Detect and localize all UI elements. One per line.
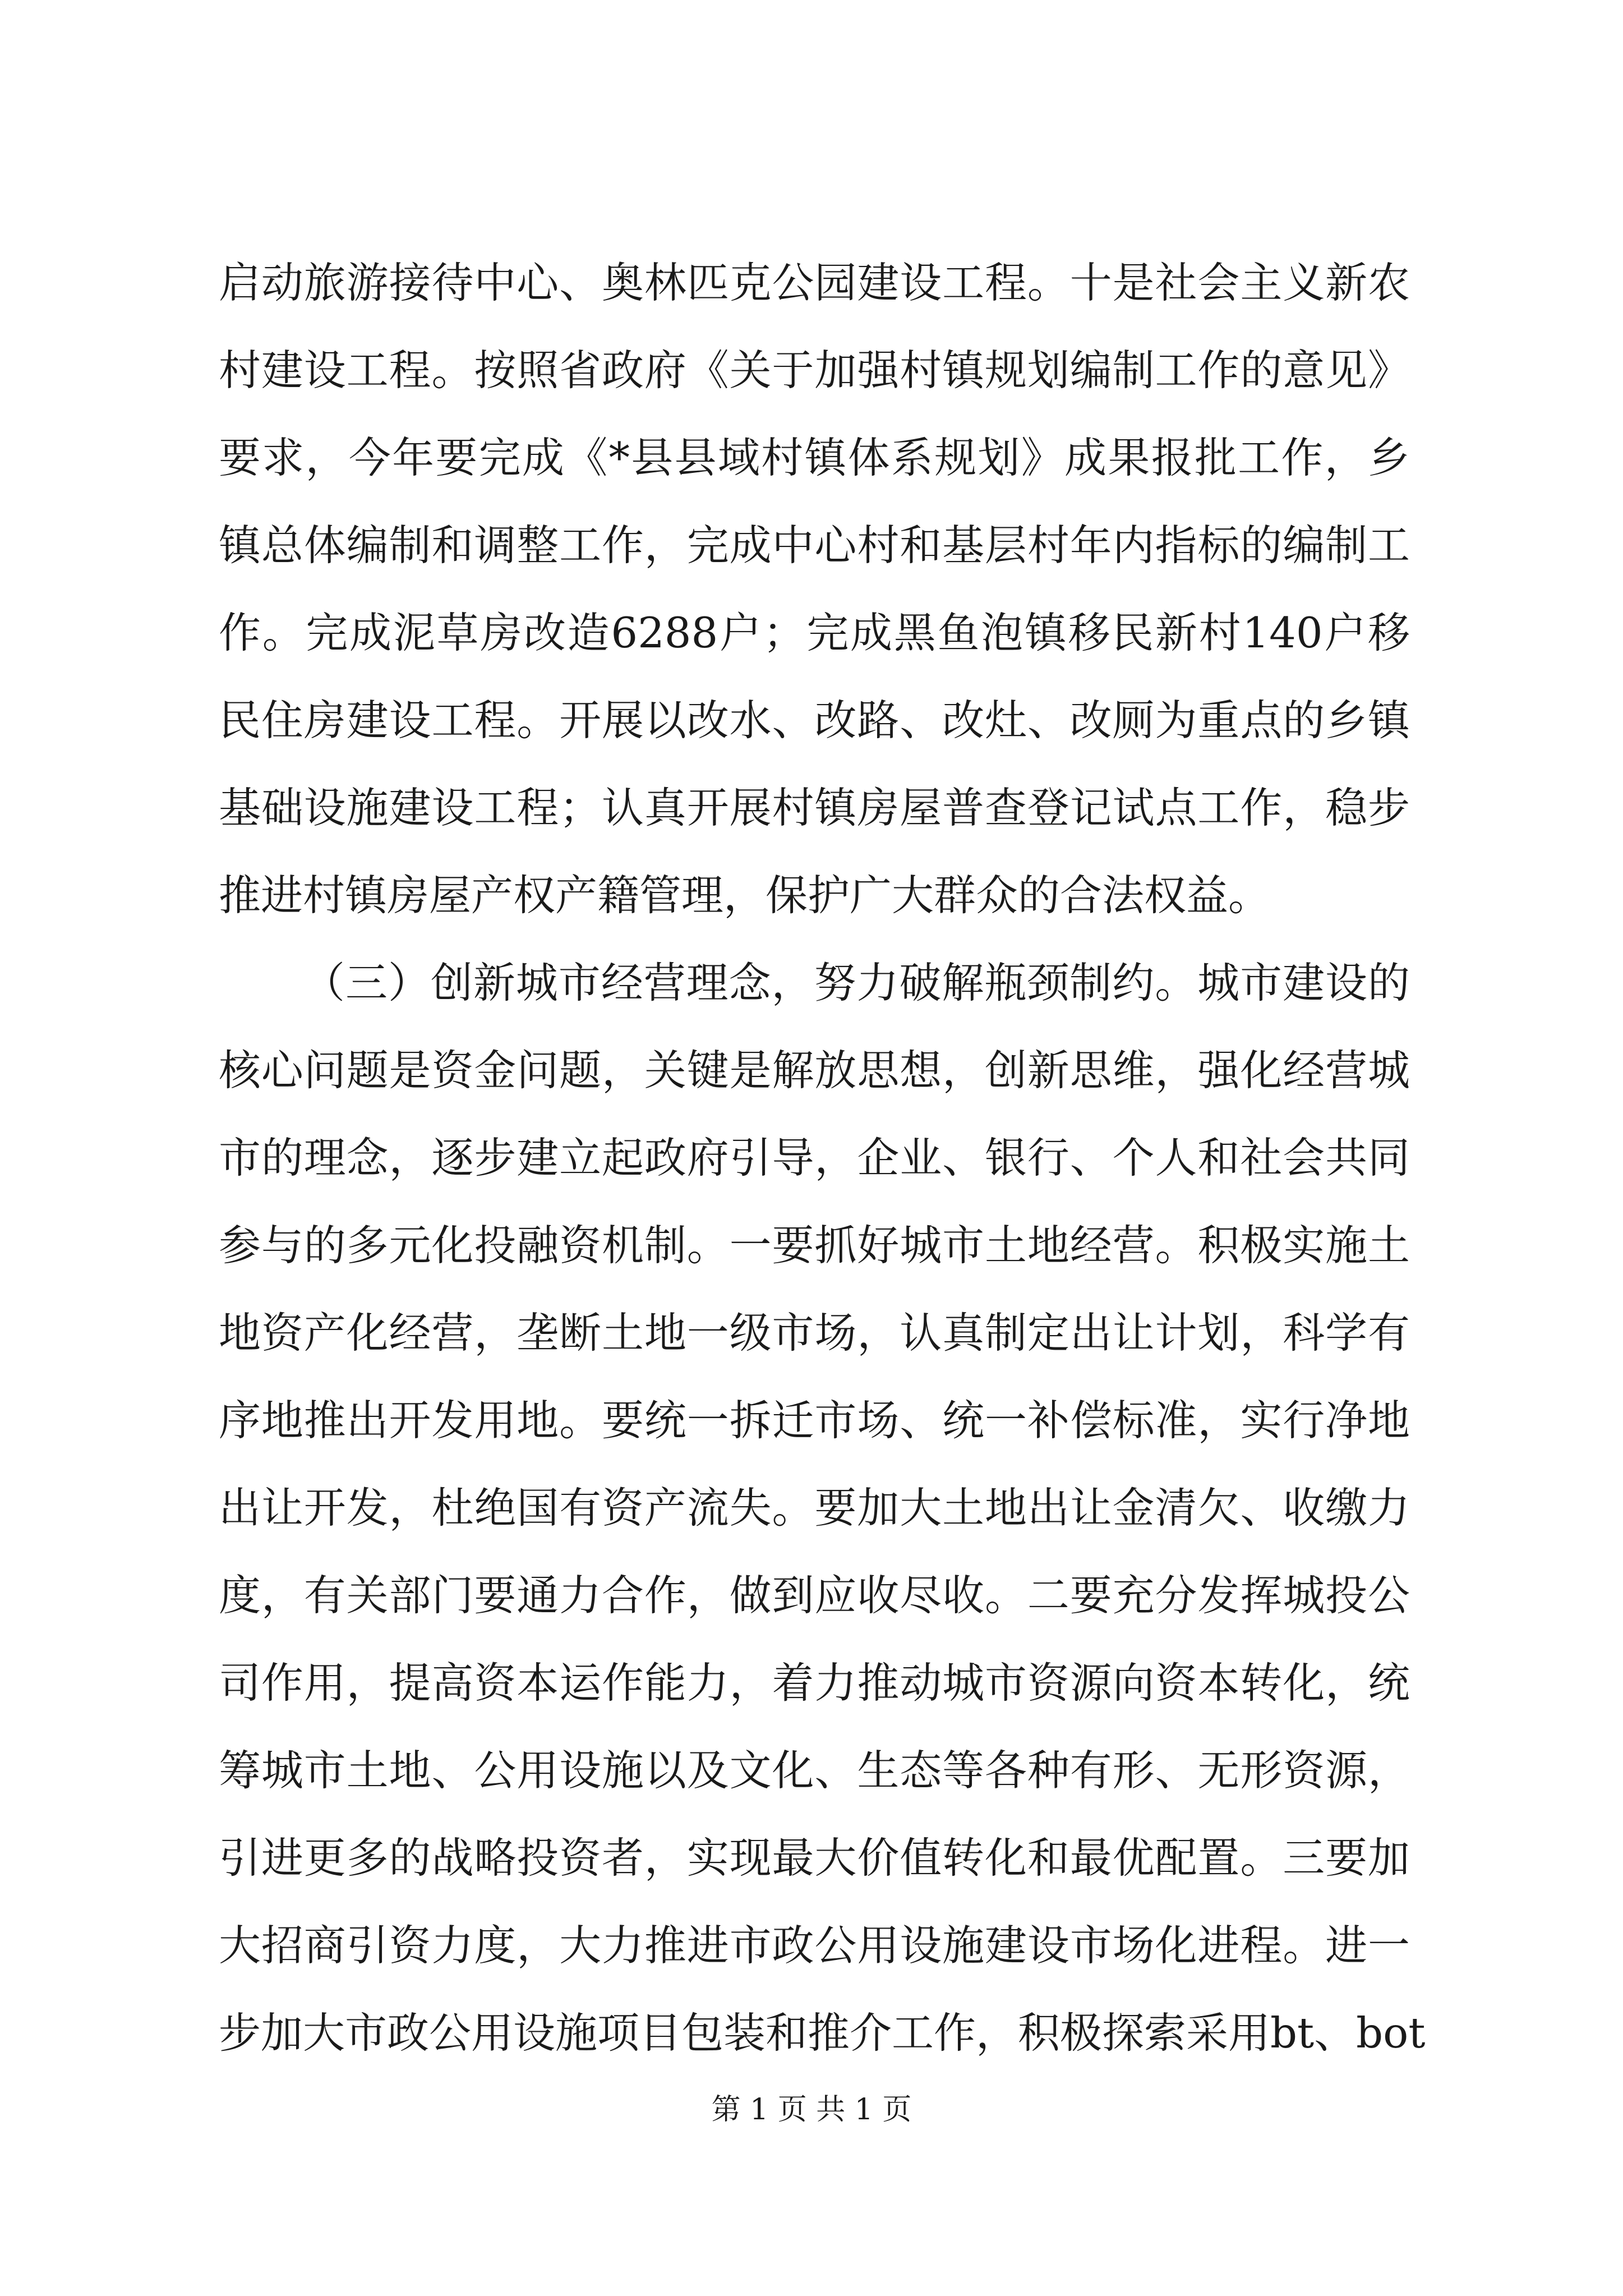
page-number-footer: 第 1 页 共 1 页 [711,2093,912,2127]
text-line: 度，有关部门要通力合作，做到应收尽收。二要充分发挥城投公 [219,1571,1410,1620]
text-line: 推进村镇房屋产权产籍管理，保护广大群众的合法权益。 [219,871,1271,920]
text-line: 筹城市土地、公用设施以及文化、生态等各种有形、无形资源， [219,1746,1410,1795]
text-line: 启动旅游接待中心、奥林匹克公园建设工程。十是社会主义新农 [219,258,1410,307]
text-line: 作。完成泥草房改造6288户；完成黑鱼泡镇移民新村140户移 [219,608,1410,657]
text-line: 核心问题是资金问题，关键是解放思想，创新思维，强化经营城 [219,1046,1410,1095]
text-line: 基础设施建设工程；认真开展村镇房屋普查登记试点工作，稳步 [219,783,1410,832]
text-line: 序地推出开发用地。要统一拆迁市场、统一补偿标准，实行净地 [219,1396,1410,1445]
text-line: 市的理念，逐步建立起政府引导，企业、银行、个人和社会共同 [219,1133,1410,1182]
text-line: 民住房建设工程。开展以改水、改路、改灶、改厕为重点的乡镇 [219,696,1410,745]
text-line: 村建设工程。按照省政府《关于加强村镇规划编制工作的意见》 [219,346,1410,395]
text-line: 出让开发，杜绝国有资产流失。要加大土地出让金清欠、收缴力 [219,1483,1410,1533]
text-line: 镇总体编制和调整工作，完成中心村和基层村年内指标的编制工 [219,521,1410,570]
text-line: 参与的多元化投融资机制。一要抓好城市土地经营。积极实施土 [219,1221,1410,1270]
text-line: 大招商引资力度，大力推进市政公用设施建设市场化进程。进一 [219,1921,1410,1970]
text-line: 地资产化经营，垄断土地一级市场，认真制定出让计划，科学有 [219,1308,1410,1358]
text-line: 司作用，提高资本运作能力，着力推动城市资源向资本转化，统 [219,1658,1410,1708]
text-line: 引进更多的战略投资者，实现最大价值转化和最优配置。三要加 [219,1833,1410,1883]
text-line: 步加大市政公用设施项目包装和推介工作，积极探索采用bt、bot [219,2008,1426,2058]
text-line: 要求，今年要完成《*县县域村镇体系规划》成果报批工作，乡 [219,433,1410,482]
paragraph-heading-line: （三）创新城市经营理念，努力破解瓶颈制约。城市建设的 [303,958,1410,1007]
